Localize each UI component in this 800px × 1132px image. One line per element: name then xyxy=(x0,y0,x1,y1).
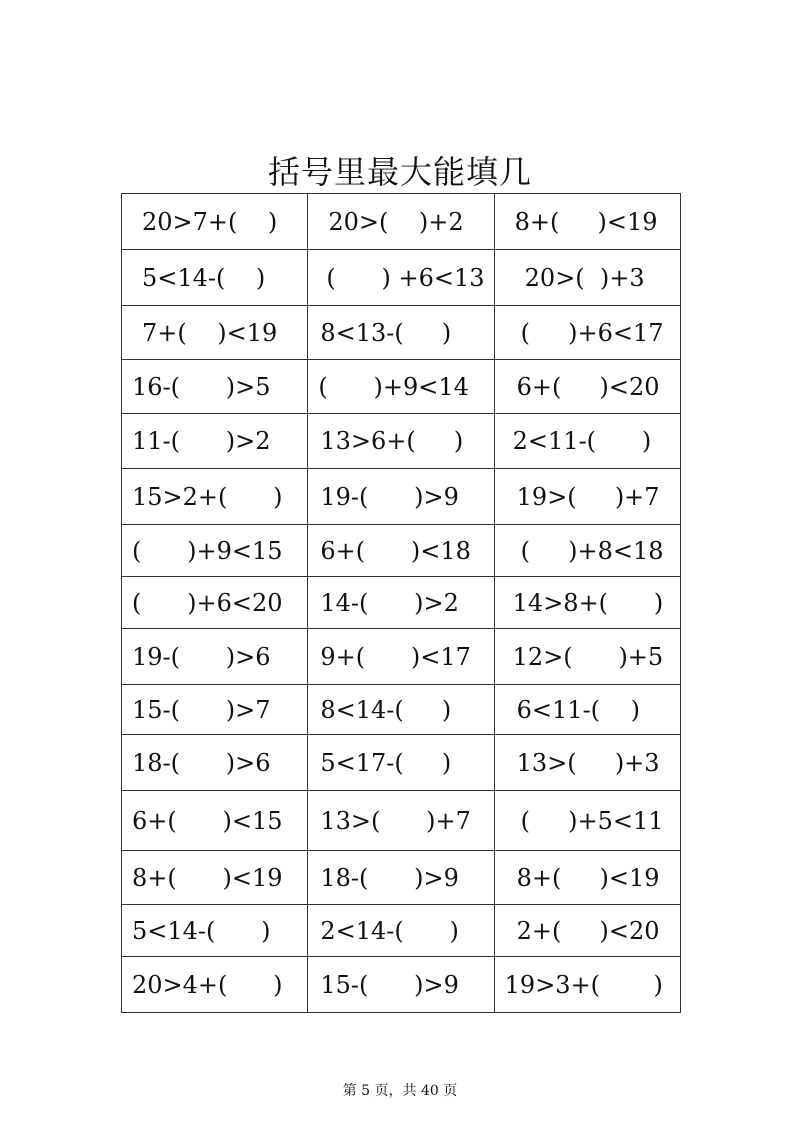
exercise-cell: 16-( )>5 xyxy=(122,360,308,414)
table-row xyxy=(122,577,681,629)
exercise-cell: 7+( )<19 xyxy=(122,306,308,360)
exercise-cell: 8+( )<19 xyxy=(494,194,680,250)
page-footer: 第 5 页，共 40 页 xyxy=(342,1083,458,1099)
exercise-cell: 15-( )>7 xyxy=(122,685,308,735)
exercise-cell: 2<11-( ) xyxy=(494,414,680,469)
exercise-cell: ( )+9<14 xyxy=(308,360,494,414)
exercise-cell: 15>2+( ) xyxy=(122,469,308,525)
exercise-cell: 19-( )>9 xyxy=(308,469,494,525)
exercise-cell: 5<14-( ) xyxy=(122,250,308,306)
exercise-cell: 8<14-( ) xyxy=(308,685,494,735)
table-row xyxy=(122,905,681,957)
exercise-cell: 19-( )>6 xyxy=(122,629,308,685)
table-row xyxy=(122,629,681,685)
exercise-cell: 8+( )<19 xyxy=(494,851,680,905)
exercise-cell: 5<14-( ) xyxy=(122,905,308,957)
exercise-cell: 6<11-( ) xyxy=(494,685,680,735)
exercise-cell: 13>6+( ) xyxy=(308,414,494,469)
exercise-cell: 8<13-( ) xyxy=(308,306,494,360)
exercise-cell: 14>8+( ) xyxy=(494,577,680,629)
exercise-cell: 8+( )<19 xyxy=(122,851,308,905)
exercise-cell: 19>3+( ) xyxy=(494,957,680,1013)
exercise-cell: 11-( )>2 xyxy=(122,414,308,469)
exercise-cell: 19>( )+7 xyxy=(494,469,680,525)
exercise-cell: 20>7+( ) xyxy=(122,194,308,250)
table-row xyxy=(122,957,681,1013)
table-row xyxy=(122,791,681,851)
table-row xyxy=(122,414,681,469)
exercise-cell: ( )+8<18 xyxy=(494,525,680,577)
page-title: 括号里最大能填几 xyxy=(267,153,532,191)
exercise-cell: 18-( )>9 xyxy=(308,851,494,905)
table-row xyxy=(122,525,681,577)
exercise-cell: 12>( )+5 xyxy=(494,629,680,685)
table-row xyxy=(122,851,681,905)
exercise-cell: 5<17-( ) xyxy=(308,735,494,791)
table-row xyxy=(122,735,681,791)
exercise-cell: ( )+9<15 xyxy=(122,525,308,577)
exercise-table xyxy=(121,193,681,1013)
exercise-cell: 14-( )>2 xyxy=(308,577,494,629)
exercise-cell: ( )+5<11 xyxy=(494,791,680,851)
exercise-cell: 6+( )<18 xyxy=(308,525,494,577)
table-row xyxy=(122,360,681,414)
exercise-cell: 2+( )<20 xyxy=(494,905,680,957)
exercise-cell: ( )+6<20 xyxy=(122,577,308,629)
table-row xyxy=(122,469,681,525)
exercise-cell: 20>( )+2 xyxy=(308,194,494,250)
table-row xyxy=(122,250,681,306)
exercise-cell: 2<14-( ) xyxy=(308,905,494,957)
exercise-cell: 9+( )<17 xyxy=(308,629,494,685)
exercise-cell: 6+( )<20 xyxy=(494,360,680,414)
exercise-cell: ( )+6<17 xyxy=(494,306,680,360)
exercise-cell: 20>( )+3 xyxy=(494,250,680,306)
table-row xyxy=(122,306,681,360)
exercise-cell: 13>( )+3 xyxy=(494,735,680,791)
exercise-cell: 20>4+( ) xyxy=(122,957,308,1013)
table-row xyxy=(122,685,681,735)
exercise-cell: 6+( )<15 xyxy=(122,791,308,851)
exercise-cell: 18-( )>6 xyxy=(122,735,308,791)
exercise-cell: ( ) +6<13 xyxy=(308,250,494,306)
exercise-cell: 15-( )>9 xyxy=(308,957,494,1013)
exercise-cell: 13>( )+7 xyxy=(308,791,494,851)
table-row xyxy=(122,194,681,250)
